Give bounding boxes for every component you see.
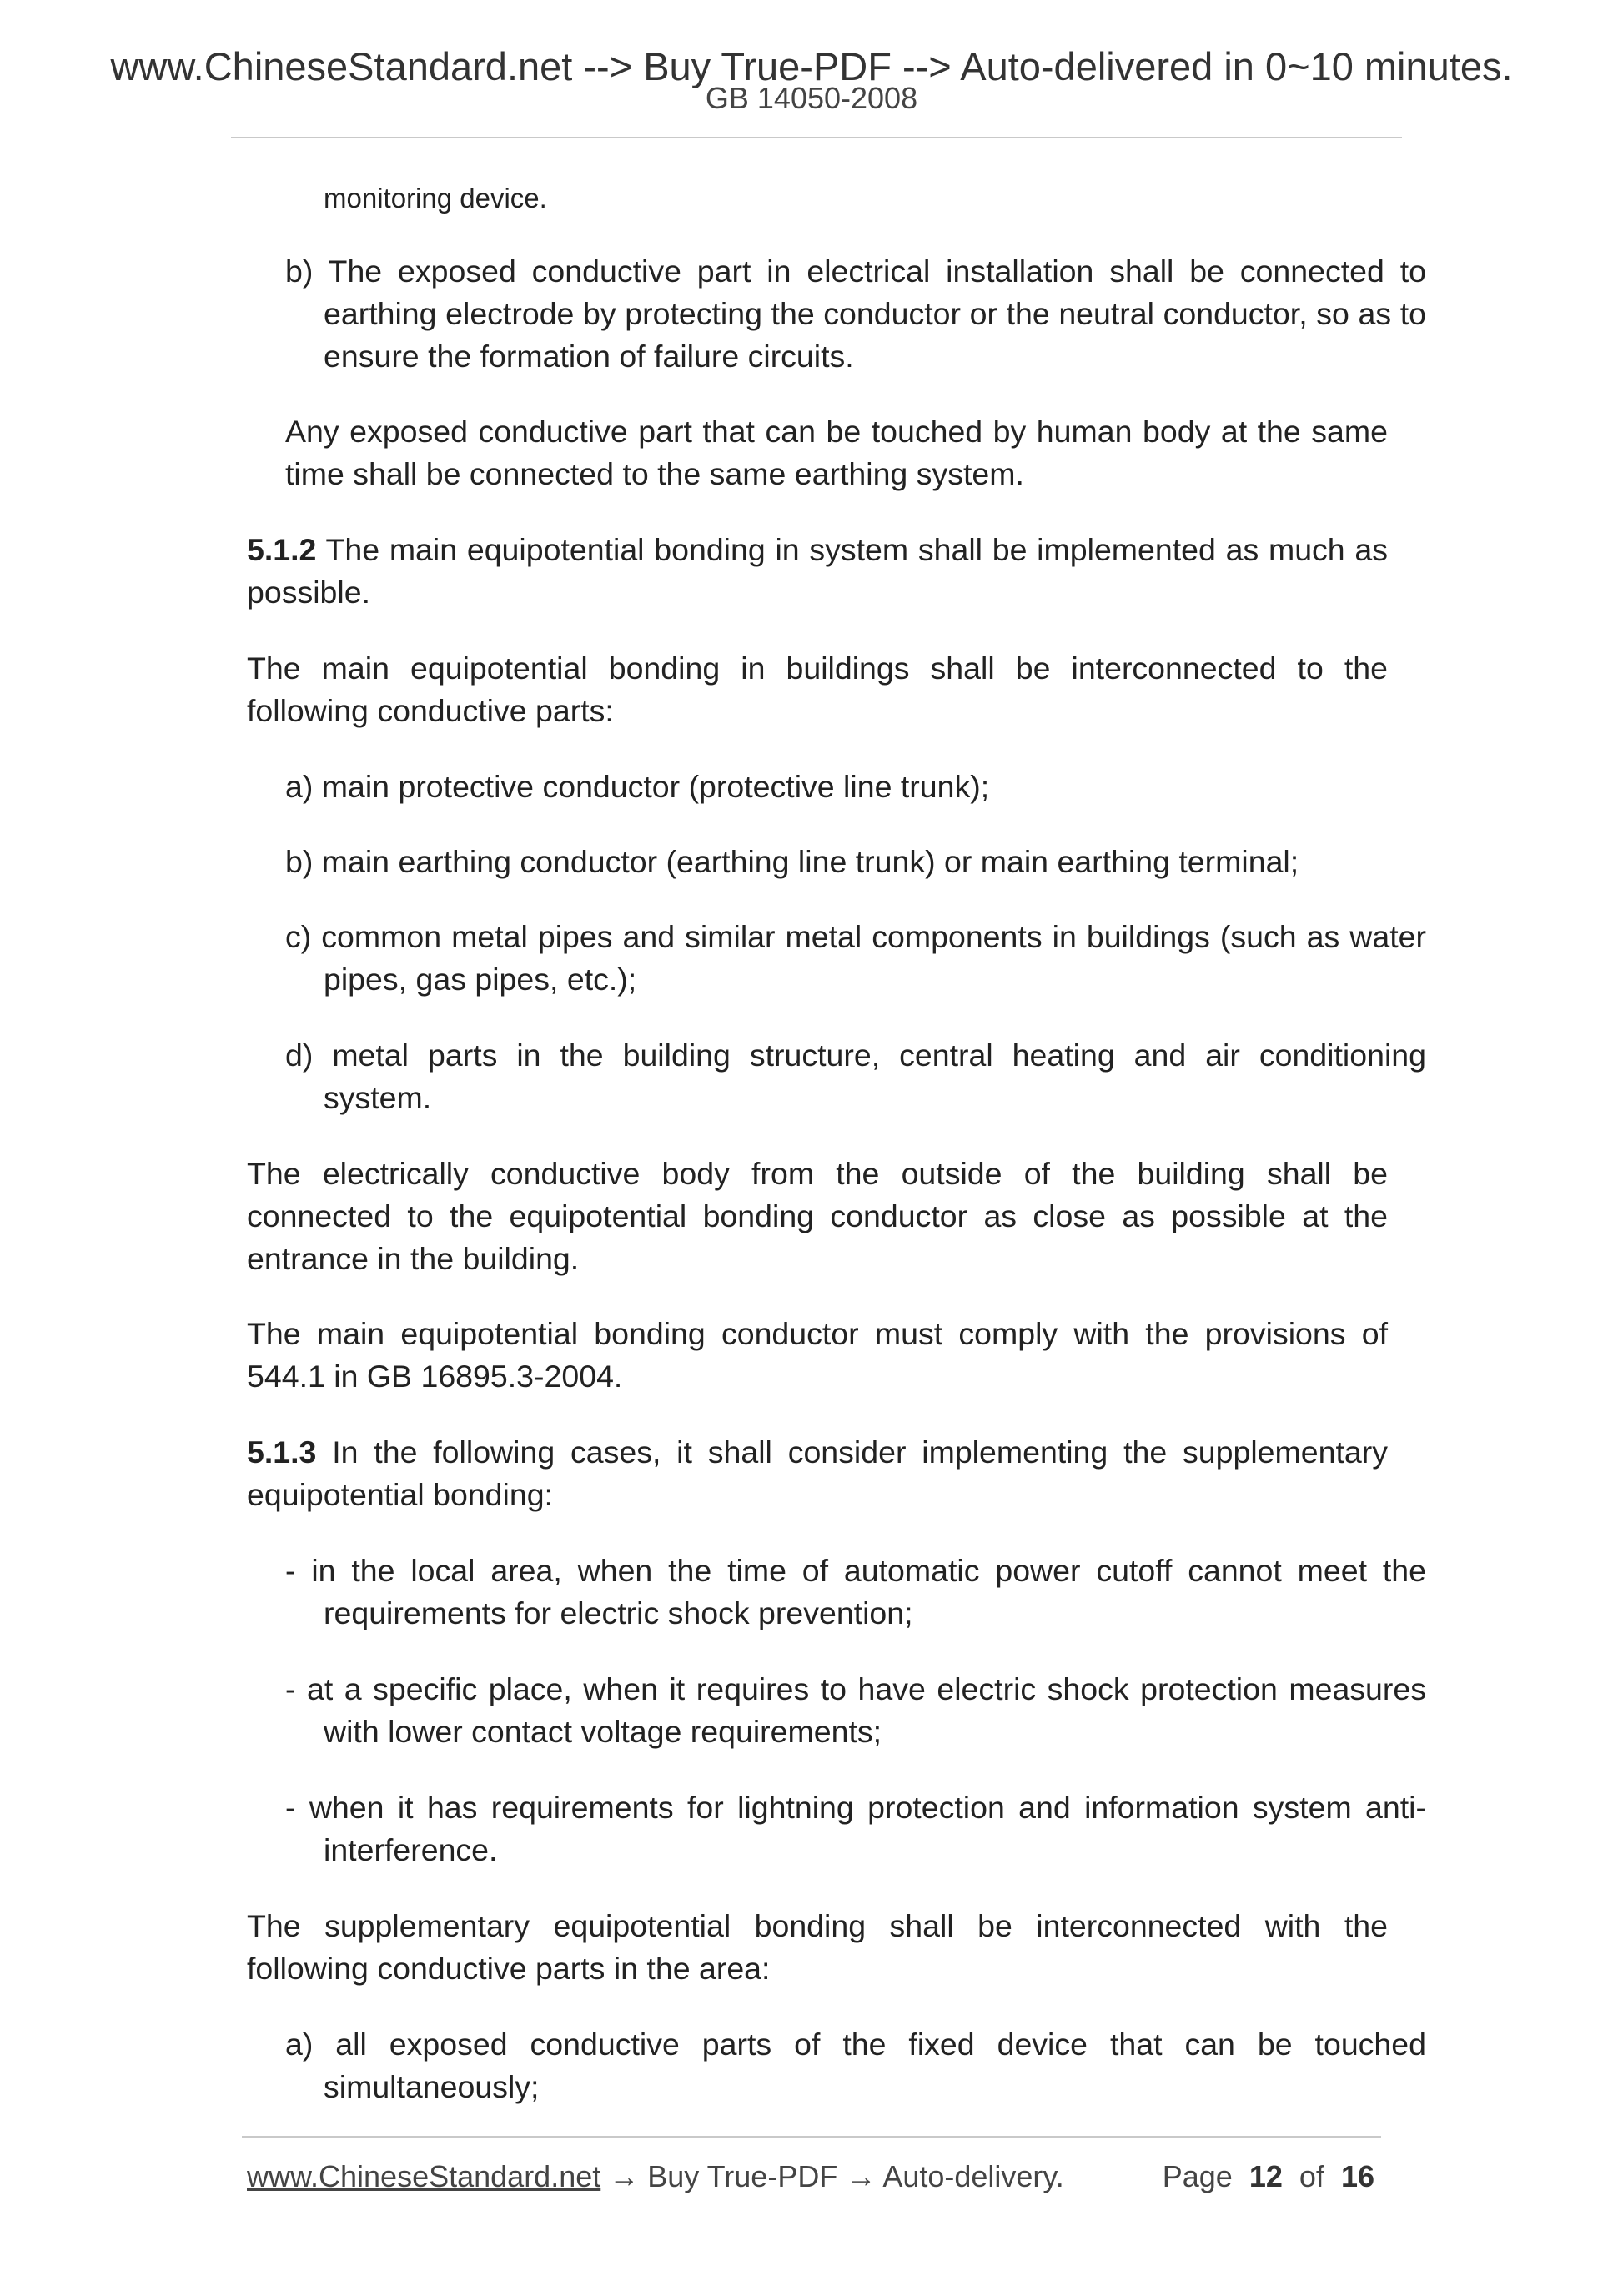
dash-item: - in the local area, when the time of automatic power cutoff cannot meet the requirements for electric shock prevention; — [285, 1553, 1426, 1630]
paragraph: The main equipotential bonding in buildings shall be interconnected to the following conductive parts: — [247, 651, 1388, 728]
clause-text: The main equipotential bonding in system shall be implemented as much as possible. — [247, 532, 1388, 610]
dash-item: - at a specific place, when it requires to have electric shock protection measures with lower contact voltage requirements; — [285, 1671, 1426, 1749]
page-footer — [247, 2158, 1381, 2195]
paragraph: The main equipotential bonding conductor must comply with the provisions of 544.1 in GB 16895.3-2004. — [247, 1316, 1388, 1394]
paragraph: The electrically conductive body from the outside of the building shall be connected to the equipotential bonding conductor as close as possible at the entrance in the building. — [247, 1156, 1388, 1276]
clause-number: 5.1.3 — [247, 1434, 317, 1470]
header-banner: www.ChineseStandard.net --> Buy True-PDF --> Auto-delivered in 0~10 minutes. — [110, 44, 1513, 88]
footer-link[interactable]: www.ChineseStandard.net — [247, 2159, 601, 2193]
of-label: of — [1299, 2159, 1324, 2193]
page-label: Page — [1162, 2159, 1233, 2193]
header-divider — [231, 137, 1402, 138]
page-number: 12 — [1249, 2159, 1283, 2193]
total-pages: 16 — [1340, 2159, 1374, 2193]
clause-5-1-2 — [247, 529, 1388, 614]
clause-5-1-3 — [247, 1431, 1388, 1516]
list-item: d) metal parts in the building structure, central heating and air conditioning system. — [285, 1037, 1426, 1115]
list-item: b) main earthing conductor (earthing line trunk) or main earthing terminal; — [285, 844, 1299, 879]
paragraph: Any exposed conductive part that can be touched by human body at the same time shall be connected to the same earthing system. — [285, 414, 1388, 491]
clause-text: In the following cases, it shall consider implementing the supplementary equipotential bonding: — [247, 1434, 1388, 1512]
clause-number: 5.1.2 — [247, 532, 317, 567]
list-item: c) common metal pipes and similar metal components in buildings (such as water pipes, gas pipes, etc.); — [285, 919, 1426, 997]
paragraph: The supplementary equipotential bonding shall be interconnected with the following conductive parts in the area: — [247, 1908, 1388, 1986]
page-indicator — [1163, 2158, 1374, 2195]
paragraph-continuation: monitoring device. — [324, 183, 547, 214]
list-item-b: b) The exposed conductive part in electrical installation shall be connected to earthing electrode by protecting the conductor or the neutral conductor, so as to ensure the formation of failure circuits. — [285, 254, 1426, 374]
dash-item: - when it has requirements for lightning protection and information system anti-interference. — [285, 1790, 1426, 1867]
list-item: a) main protective conductor (protective line trunk); — [285, 769, 990, 804]
footer-divider — [242, 2136, 1381, 2138]
standard-code: GB 14050-2008 — [705, 81, 918, 115]
footer-trail: → Buy True-PDF → Auto-delivery. — [600, 2159, 1064, 2193]
list-item: a) all exposed conductive parts of the fixed device that can be touched simultaneously; — [285, 2027, 1426, 2104]
